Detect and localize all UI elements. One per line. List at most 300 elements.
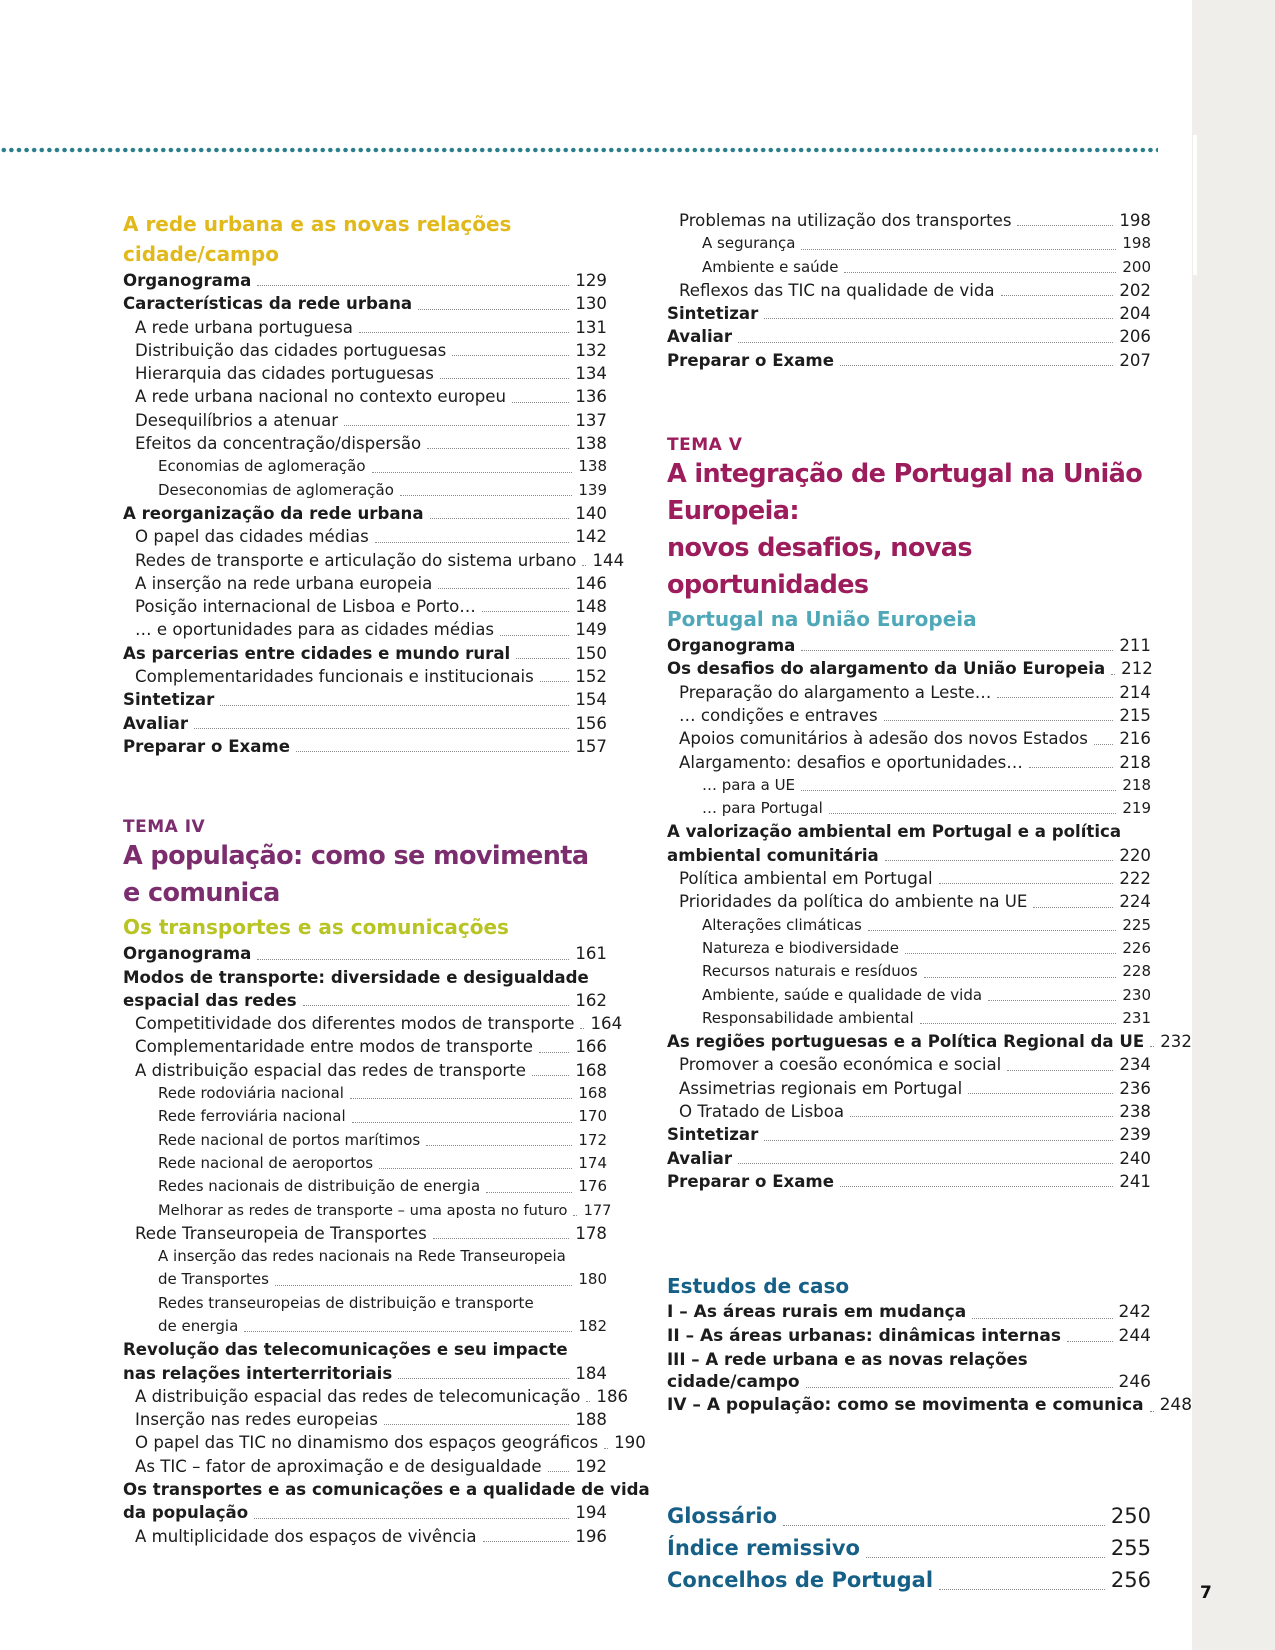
toc-entry-page: 154 [575,690,607,710]
toc-entry-title: A multiplicidade dos espaços de vivência [135,1526,477,1546]
toc-entry-page: 180 [578,1270,607,1289]
toc-entry-title: A distribuição espacial das redes de telecomunicação [135,1386,581,1406]
toc-entry [667,914,1151,937]
toc-entry-page: 216 [1119,729,1151,749]
toc-entry [123,1082,607,1105]
dot-leader [516,658,569,659]
toc-entry-title: Desequilíbrios a atenuar [135,410,339,430]
dot-leader [1029,767,1113,768]
dot-leader [582,565,586,566]
toc-list-transportes [123,942,650,1548]
toc-entry [667,256,1151,279]
toc-entry [667,751,1151,774]
toc-entry-line: A inserção das redes nacionais na Rede Transeuropeia [158,1247,566,1266]
toc-entry-title: Rede nacional de aeroportos [158,1153,374,1172]
toc-entry-title: Ambiente, saúde e qualidade de vida [702,985,983,1004]
dot-leader [972,1318,1112,1319]
toc-entry [667,1123,1151,1146]
dot-leader [604,1448,608,1449]
toc-entry [123,1385,629,1408]
toc-entry-page: 136 [575,387,607,407]
toc-entry-title: cidade/campo [667,1372,800,1393]
toc-entry-title: Economias de aglomeração [158,457,366,476]
toc-entry-title: Hierarquia das cidades portuguesas [135,364,434,384]
toc-entry [667,1077,1151,1100]
toc-entry-title: Assimetrias regionais em Portugal [679,1078,963,1098]
toc-entry [123,1455,607,1478]
toc-entry-page: 150 [575,643,607,663]
dot-leader [840,365,1113,366]
toc-entry [123,409,607,432]
toc-entry-page: 218 [1122,775,1151,794]
toc-entry-title: Prioridades da política do ambiente na UE [679,892,1028,912]
toc-entry-title: Organograma [123,944,252,964]
toc-entry [667,1564,1151,1596]
dot-leader [1111,674,1115,675]
toc-entry-title: Organograma [667,636,796,656]
toc-entry [123,618,607,641]
page-edge-highlight [1193,135,1197,275]
dot-leader [548,1471,570,1472]
dot-leader [194,728,569,729]
toc-entry-title: Melhorar as redes de transporte – uma aposta no futuro [158,1201,568,1219]
toc-entry-title: Preparar o Exame [667,350,834,370]
dot-leader [427,448,569,449]
toc-list-continued [667,209,1151,372]
toc-entry-page: 177 [583,1201,612,1219]
toc-entry-page: 246 [1118,1372,1151,1393]
dot-leader [254,1518,569,1519]
toc-entry-page: 240 [1119,1148,1151,1168]
toc-entry-page: 157 [575,736,607,756]
dot-leader [801,249,1116,250]
dot-leader [540,681,569,682]
toc-entry-title: Preparar o Exame [123,736,290,756]
toc-entry-title: espacial das redes [123,990,297,1010]
dot-leader [303,1005,570,1006]
right-column [667,209,1193,1596]
toc-entry [667,1371,1151,1394]
toc-entry-title: Ambiente e saúde [702,257,839,276]
dot-leader [433,1238,570,1239]
toc-entry-page: 152 [575,667,607,687]
toc-entry [667,727,1151,750]
toc-entry-title: As regiões portuguesas e a Política Regional da UE [667,1032,1145,1052]
dot-leader [1033,907,1113,908]
toc-entry-title: Avaliar [667,327,733,347]
toc-entry [667,937,1151,960]
toc-entry-page: 166 [575,1037,607,1057]
toc-entry-page: 134 [575,364,607,384]
toc-entry-page: 168 [578,1084,607,1103]
toc-entry-title: Alargamento: desafios e oportunidades… [679,752,1023,772]
toc-entry [123,989,607,1012]
dot-leader [379,1168,572,1169]
toc-entry-page: 241 [1119,1171,1151,1191]
section-heading-rede-urbana: A rede urbana e as novas relações cidade/campo [123,212,512,266]
toc-entry-page: 224 [1119,892,1151,912]
dot-leader [372,472,573,473]
toc-entry-page: 255 [1110,1535,1151,1560]
toc-entry [667,704,1151,727]
toc-entry-page: 202 [1119,280,1151,300]
toc-entry-title: Índice remissivo [667,1535,860,1560]
toc-entry-title: A reorganização da rede urbana [123,503,424,523]
toc-entry-line: Revolução das telecomunicações e seu impacte [123,1340,568,1360]
toc-entry [667,1532,1151,1564]
toc-entry [123,665,607,688]
toc-entry [667,1030,1192,1053]
dot-leader [920,1023,1117,1024]
dot-leader [275,1285,572,1286]
toc-entry [123,1175,607,1198]
tema-iv-label: TEMA IV [123,817,206,838]
toc-entry [123,1408,607,1431]
dot-leader [400,495,572,496]
toc-entry-line: Os transportes e as comunicações e a qualidade de vida [123,1480,650,1500]
toc-entry-page: 256 [1110,1567,1151,1592]
toc-entry-page: 137 [575,410,607,430]
toc-entry [123,1268,607,1291]
toc-entry-title: A segurança [702,234,796,253]
dot-leader [905,953,1116,954]
toc-entry-title: Apoios comunitários à adesão dos novos Estados [679,729,1088,749]
toc-list-portugal-ue [667,634,1192,1193]
toc-entry [667,1170,1151,1193]
toc-entry [667,209,1151,232]
toc-entry-page: 232 [1160,1032,1192,1052]
toc-entry-page: 164 [590,1014,623,1034]
toc-entry-title: Avaliar [667,1148,733,1168]
toc-entry-page: 239 [1119,1125,1151,1145]
toc-entry-title: Natureza e biodiversidade [702,938,899,957]
toc-entry-page: 250 [1110,1503,1151,1528]
toc-entry-title: Política ambiental em Portugal [679,869,933,889]
toc-entry-title: … condições e entraves [679,705,878,725]
toc-entry-page: 129 [575,271,607,290]
toc-entry [667,1100,1151,1123]
toc-entry [667,681,1151,704]
section-heading-portugal-ue: Portugal na União Europeia [667,607,977,632]
toc-entry [123,432,607,455]
dot-leader [866,1557,1105,1558]
toc-entry-page: 149 [575,620,607,640]
dot-leader [359,332,569,333]
toc-entry-title: Complementaridades funcionais e institucionais [135,667,534,687]
toc-entry-page: 138 [575,434,607,454]
dot-leader [1067,1341,1113,1342]
dot-leader [968,1093,1113,1094]
toc-entry [667,302,1151,325]
toc-entry-page: 198 [1119,211,1151,230]
dot-leader [500,635,569,636]
dot-leader [573,1215,577,1216]
toc-entry-title: … para Portugal [702,799,823,818]
toc-entry [667,1301,1151,1324]
toc-entry-title: Preparação do alargamento a Leste… [679,682,992,702]
toc-entry-title: Inserção nas redes europeias [135,1410,378,1430]
toc-entry-page: 211 [1119,636,1151,656]
dot-leader [452,355,569,356]
toc-entry-page: 194 [575,1503,607,1523]
toc-entry-page: 130 [575,294,607,314]
toc-entry [667,797,1151,820]
toc-entry-title: O papel das cidades médias [135,527,369,547]
toc-entry-title: da população [123,1503,249,1523]
dot-leader [296,751,569,752]
toc-entry [123,712,607,735]
dot-leader [806,1387,1113,1388]
toc-entry [123,572,607,595]
left-column [123,209,650,1548]
toc-entry [123,316,607,339]
toc-entry [123,1012,623,1035]
toc-entry-page: 218 [1119,752,1151,772]
toc-entry [667,657,1151,680]
dot-leader [840,1186,1113,1187]
toc-entry-page: 225 [1122,915,1151,934]
tema-v-label: TEMA V [667,435,743,456]
toc-entry-title: Alterações climáticas [702,915,862,934]
dot-leader [1007,1070,1113,1071]
toc-entry [123,1431,646,1454]
toc-entry-page: 146 [575,573,607,593]
toc-entry [123,1059,607,1082]
toc-entry-page: 238 [1119,1102,1151,1122]
toc-entry-title: Concelhos de Portugal [667,1567,934,1592]
toc-entry [667,325,1151,348]
toc-list-annexes [667,1500,1151,1596]
tema-v-title-line1: A integração de Portugal na União Europeia: [667,459,1143,527]
dot-leader [801,650,1113,651]
dot-leader [1150,1411,1154,1412]
dot-leader [1094,744,1113,745]
toc-entry-line: A valorização ambiental em Portugal e a política [667,822,1122,842]
toc-entry [123,642,607,665]
toc-entry [667,774,1151,797]
dotted-header-rule [0,147,1158,153]
dot-leader [344,425,569,426]
toc-entry [123,362,607,385]
dot-leader [375,542,570,543]
toc-entry-title: Reflexos das TIC na qualidade de vida [679,280,995,300]
toc-entry-title: ambiental comunitária [667,845,879,865]
toc-entry-title: Rede rodoviária nacional [158,1084,344,1103]
toc-list-estudos [667,1301,1193,1417]
toc-entry [123,269,607,292]
toc-entry-page: 248 [1159,1395,1193,1416]
toc-entry-line: III – A rede urbana e as novas relações [667,1349,1028,1369]
dot-leader [783,1525,1105,1526]
toc-entry [123,1525,607,1548]
toc-entry-page: 168 [575,1060,607,1080]
dot-leader [482,611,569,612]
toc-entry-title: A rede urbana nacional no contexto europeu [135,387,506,407]
toc-entry-page: 228 [1122,962,1151,981]
dot-leader [885,860,1114,861]
toc-entry-title: Distribuição das cidades portuguesas [135,340,447,360]
dot-leader [352,1122,573,1123]
dot-leader [939,1589,1105,1590]
toc-entry [123,549,625,572]
toc-entry-page: 161 [575,944,607,964]
toc-entry [123,1105,607,1128]
toc-entry-title: Características da rede urbana [123,294,413,314]
toc-entry-page: 170 [578,1107,607,1126]
toc-entry [123,1199,612,1222]
dot-leader [398,1378,569,1379]
toc-entry-line: Modos de transporte: diversidade e desigualdade [123,967,589,987]
dot-leader [586,1401,590,1402]
toc-entry-title: Redes nacionais de distribuição de energia [158,1177,481,1196]
toc-entry-page: 219 [1122,799,1151,818]
dot-leader [350,1098,572,1099]
toc-entry-page: 186 [596,1386,629,1406]
dot-leader [257,959,569,960]
toc-entry [123,595,607,618]
dot-leader [539,1052,569,1053]
toc-entry-page: 132 [575,340,607,360]
dot-leader [801,790,1116,791]
toc-entry-title: de energia [158,1316,239,1335]
toc-entry [123,479,607,502]
dot-leader [244,1331,572,1332]
toc-entry-title: Promover a coesão económica e social [679,1055,1002,1075]
dot-leader [486,1192,572,1193]
toc-entry-title: O papel das TIC no dinamismo dos espaços geográficos [135,1433,599,1453]
toc-entry [123,942,607,965]
toc-entry-page: 184 [575,1363,607,1383]
page-edge-strip [1192,0,1275,1650]
toc-entry [667,984,1151,1007]
toc-entry-title: Competitividade dos diferentes modos de transporte [135,1014,575,1034]
toc-entry [667,867,1151,890]
toc-entry-page: 156 [575,713,607,733]
toc-entry [123,1152,607,1175]
toc-entry [667,844,1151,867]
toc-entry-title: Avaliar [123,713,189,733]
toc-entry-title: IV – A população: como se movimenta e comunica [667,1395,1144,1416]
toc-entry [123,1315,607,1338]
toc-entry [123,735,607,758]
toc-entry-title: Preparar o Exame [667,1171,834,1191]
dot-leader [1001,295,1114,296]
toc-entry-page: 142 [575,527,607,547]
toc-entry-title: Deseconomias de aglomeração [158,480,394,499]
toc-entry-title: As parcerias entre cidades e mundo rural [123,643,511,663]
toc-entry-title: Problemas na utilização dos transportes [679,211,1012,230]
toc-entry-page: 148 [575,597,607,617]
dot-leader [939,883,1114,884]
dot-leader [532,1075,569,1076]
toc-entry-page: 206 [1119,327,1151,347]
toc-entry [123,1362,607,1385]
toc-entry-page: 204 [1119,304,1151,324]
toc-entry-title: Glossário [667,1503,778,1528]
dot-leader [997,697,1113,698]
toc-entry-page: 172 [578,1130,607,1149]
dot-leader [850,1116,1113,1117]
toc-entry-page: 138 [578,457,607,476]
dot-leader [738,342,1113,343]
toc-entry-page: 178 [575,1223,607,1243]
toc-entry-title: … e oportunidades para as cidades médias [135,620,495,640]
toc-entry-page: 200 [1122,257,1151,276]
toc-entry-title: Os desafios do alargamento da União Europeia [667,659,1106,679]
toc-entry-title: Posição internacional de Lisboa e Porto… [135,597,476,617]
toc-entry-page: 131 [575,317,607,337]
toc-entry-page: 188 [575,1410,607,1430]
toc-entry-page: 144 [592,550,625,570]
toc-entry [123,1129,607,1152]
toc-entry [667,1500,1151,1532]
toc-entry-title: II – As áreas urbanas: dinâmicas internas [667,1325,1061,1346]
dot-leader [1150,1046,1154,1047]
dot-leader [440,378,569,379]
toc-entry-title: Sintetizar [667,1125,759,1145]
toc-entry [667,960,1151,983]
toc-entry-page: 222 [1119,869,1151,889]
toc-entry-page: 244 [1118,1325,1151,1346]
toc-entry-title: I – As áreas rurais em mudança [667,1302,967,1323]
toc-entry-page: 207 [1119,350,1151,370]
tema-v-title-line2: novos desafios, novas oportunidades [667,533,972,601]
toc-entry-page: 212 [1121,659,1153,679]
toc-entry [667,279,1151,302]
toc-entry [123,292,607,315]
toc-entry [667,1053,1151,1076]
toc-entry-title: Rede Transeuropeia de Transportes [135,1223,427,1243]
dot-leader [1017,225,1113,226]
toc-entry-title: Sintetizar [667,304,759,324]
toc-entry-page: 190 [614,1433,646,1453]
toc-entry [667,890,1151,913]
dot-leader [738,1163,1113,1164]
section-heading-estudos-de-caso: Estudos de caso [667,1274,850,1299]
toc-entry-title: Redes de transporte e articulação do sistema urbano [135,550,577,570]
dot-leader [384,1424,569,1425]
toc-entry-title: Sintetizar [123,690,215,710]
toc-entry-page: 214 [1119,682,1151,702]
tema-iv-title-line1: A população: como se movimenta [123,841,589,872]
toc-entry-page: 192 [575,1456,607,1476]
toc-entry-page: 198 [1122,234,1151,253]
dot-leader [257,285,569,286]
toc-entry-page: 196 [575,1526,607,1546]
dot-leader [430,518,570,519]
toc-entry [123,1222,607,1245]
dot-leader [988,1000,1116,1001]
toc-entry-page: 139 [578,480,607,499]
toc-entry [123,502,607,525]
toc-entry [667,634,1151,657]
dot-leader [829,813,1117,814]
toc-entry-page: 182 [578,1316,607,1335]
toc-entry [123,385,607,408]
toc-entry-title: nas relações interterritoriais [123,1363,393,1383]
dot-leader [580,1028,584,1029]
toc-entry-page: 231 [1122,1008,1151,1027]
toc-entry-page: 140 [575,503,607,523]
toc-entry [667,1147,1151,1170]
section-heading-transportes: Os transportes e as comunicações [123,915,509,940]
toc-entry [123,1501,607,1524]
toc-entry [123,525,607,548]
toc-entry-title: Complementaridade entre modos de transporte [135,1037,533,1057]
toc-list-rede-urbana [123,269,625,758]
toc-entry [667,1007,1151,1030]
toc-entry [123,455,607,478]
